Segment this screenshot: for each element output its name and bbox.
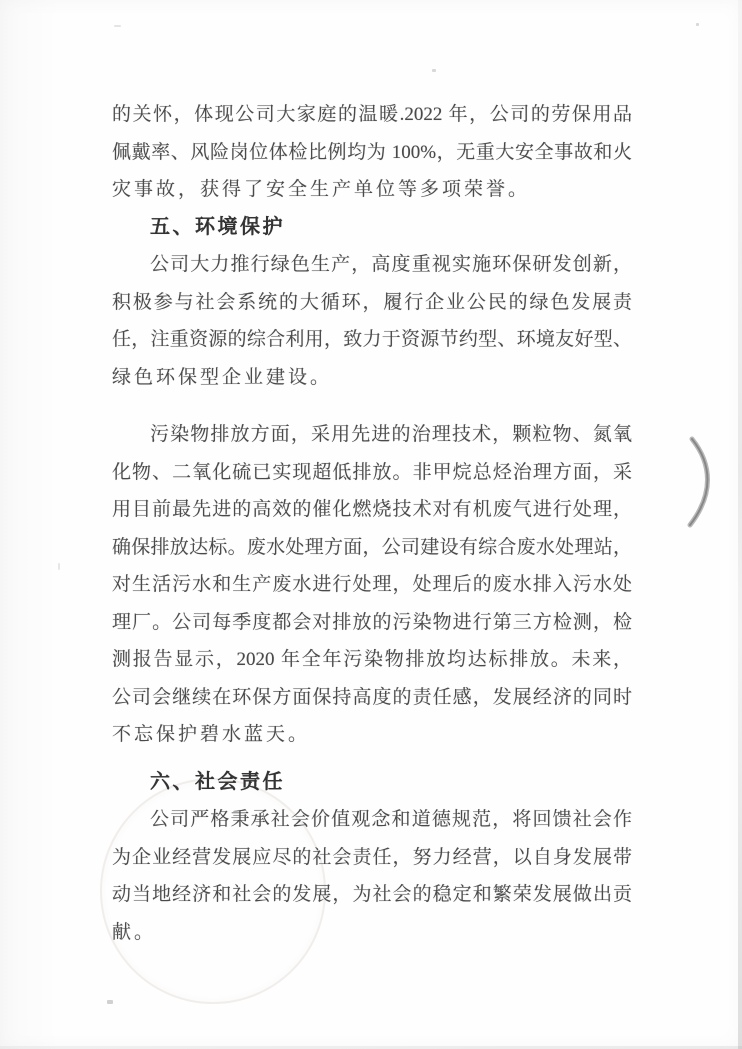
text-line: 为企业经营发展应尽的社会责任，努力经营，以自身发展带: [112, 846, 632, 868]
text-block: [112, 96, 632, 951]
scan-speckle: [432, 69, 436, 72]
text-line: 任，注重资源的综合利用，致力于资源节约型、环境友好型、: [112, 329, 632, 350]
section-heading: 五、环境保护: [150, 215, 285, 238]
text-line: 公司大力推行绿色生产，高度重视实施环保研发创新，: [150, 254, 632, 275]
text-line: 绿色环保型企业建设。: [112, 366, 333, 388]
text-line: 化物、二氧化硫已实现超低排放。非甲烷总烃治理方面，采: [112, 461, 632, 483]
scan-speckle: [58, 563, 60, 570]
paragraph: [112, 801, 632, 951]
paragraph: [112, 416, 632, 754]
scan-edge-shading-left: [0, 0, 60, 1049]
text-line: 对生活污水和生产废水进行处理，处理后的废水排入污水处: [112, 574, 632, 595]
text-line: 动当地经济和社会的发展，为社会的稳定和繁荣发展做出贡: [112, 884, 632, 905]
text-line: 积极参与社会系统的大循环，履行企业公民的绿色发展责: [112, 291, 632, 313]
scan-edge-shading-right: [738, 0, 742, 1049]
text-line: 不忘保护碧水蓝天。: [112, 724, 311, 745]
text-line: 理厂。公司每季度都会对排放的污染物进行第三方检测，检: [112, 611, 632, 633]
text-line: 用目前最先进的高效的催化燃烧技术对有机废气进行处理，: [112, 499, 632, 520]
text-line: 献。: [112, 921, 157, 943]
paragraph: [112, 96, 632, 209]
text-line: 测报告显示，2020 年全年污染物排放均达标排放。未来，: [112, 649, 632, 670]
text-line: 公司严格秉承社会价值观念和道德规范，将回馈社会作: [150, 809, 632, 830]
section-heading: 六、社会责任: [150, 770, 285, 793]
scan-speckle: [114, 25, 121, 27]
scan-speckle: [696, 23, 699, 26]
scan-speckle: [107, 1000, 113, 1004]
text-line: 佩戴率、风险岗位体检比例均为 100%，无重大安全事故和火: [112, 141, 632, 163]
text-line: 的关怀，体现公司大家庭的温暖.2022 年，公司的劳保用品: [112, 104, 632, 125]
text-line: 污染物排放方面，采用先进的治理技术，颗粒物、氮氧: [150, 424, 632, 445]
scan-crease-mark: [685, 434, 721, 530]
text-line: 灾事故，获得了安全生产单位等多项荣誉。: [112, 179, 531, 200]
text-line: 公司会继续在环保方面保持高度的责任感，发展经济的同时: [112, 686, 632, 708]
text-line: 确保排放达标。废水处理方面，公司建设有综合废水处理站，: [112, 536, 632, 558]
paragraph: [112, 246, 632, 396]
